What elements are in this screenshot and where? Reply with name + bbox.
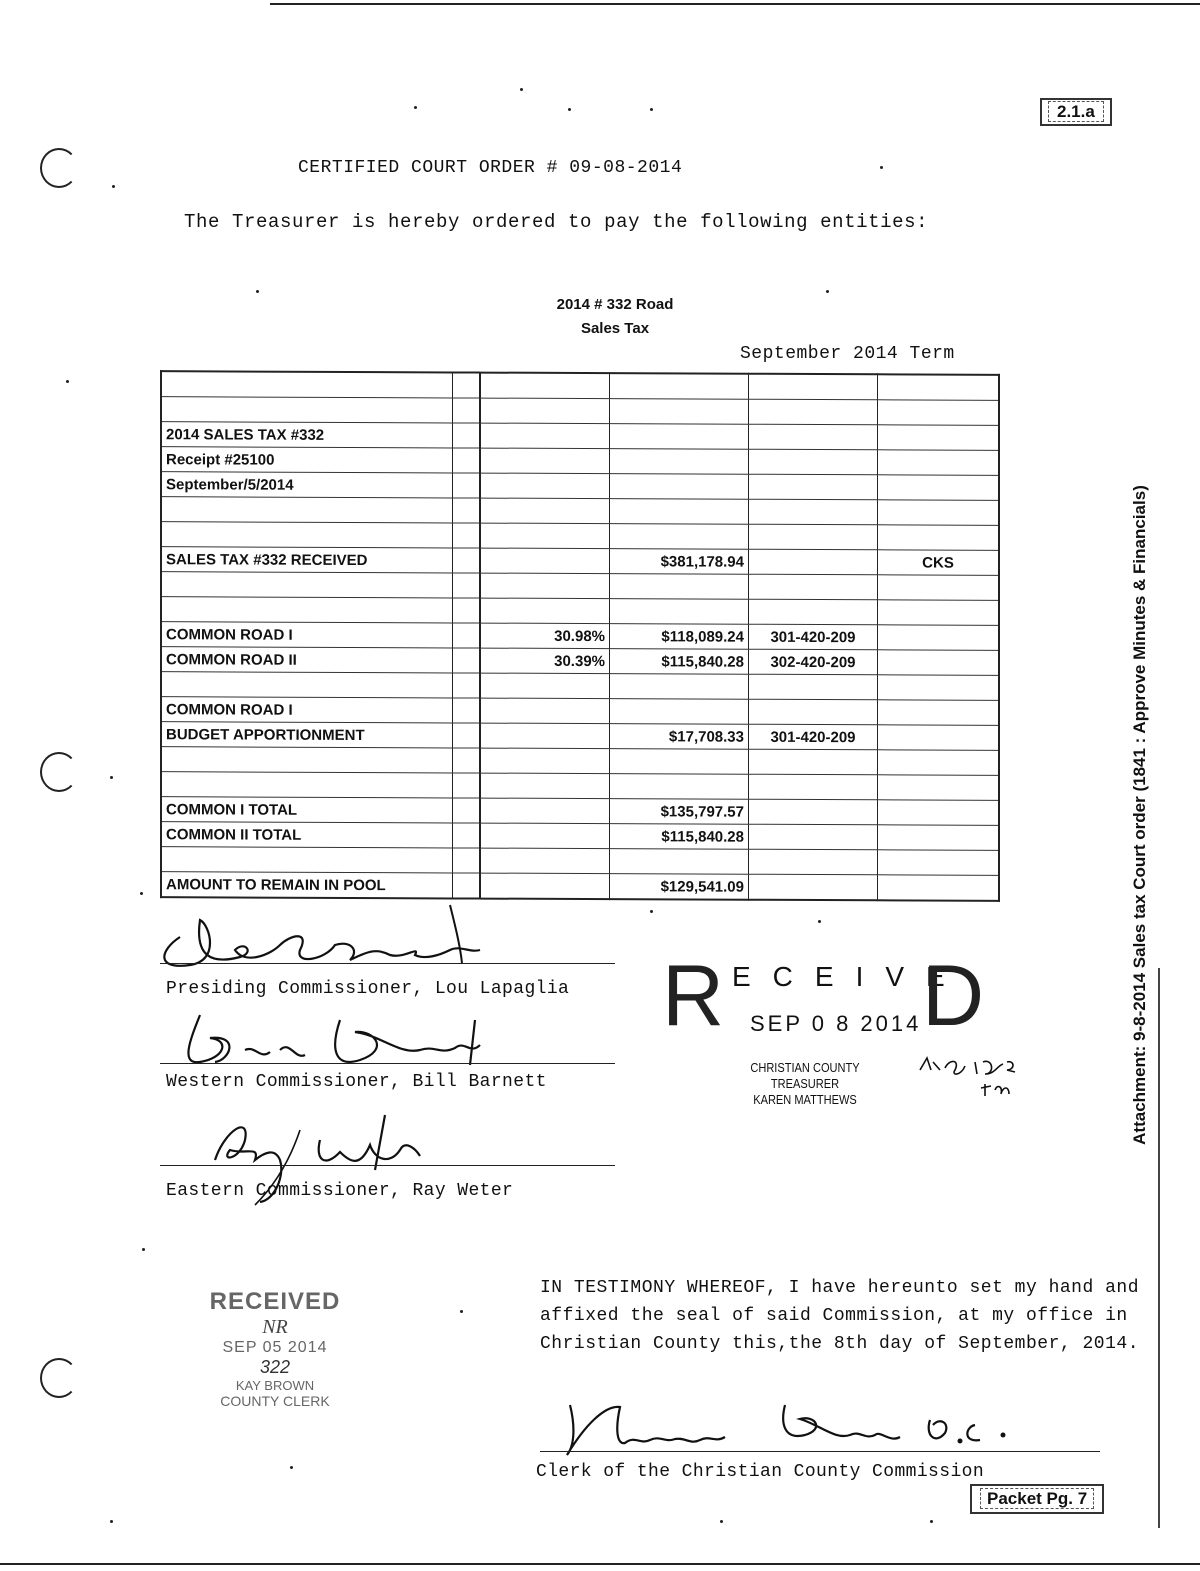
table-cell-note: [878, 800, 1000, 826]
table-cell-percent: [480, 423, 610, 449]
table-cell-note: [878, 725, 1000, 751]
table-cell-account: 301-420-209: [749, 624, 878, 650]
table-cell-percent: [480, 498, 610, 524]
table-cell-percent: [480, 823, 610, 849]
table-cell-entity: [161, 371, 453, 398]
table-cell-account: [749, 499, 878, 525]
table-cell-note: [878, 750, 1000, 776]
table-cell-entity: [161, 772, 453, 798]
table-cell-spacer: [453, 473, 481, 498]
table-cell-amount: [610, 749, 749, 775]
table-cell-amount: $115,840.28: [610, 649, 749, 675]
table-cell-amount: $17,708.33: [610, 724, 749, 750]
speck: [110, 1520, 113, 1523]
table-row: [161, 597, 999, 626]
table-cell-percent: [480, 848, 610, 874]
table-row: [161, 447, 999, 476]
eastern-commissioner: Eastern Commissioner, Ray Weter: [166, 1181, 514, 1201]
table-cell-entity: COMMON I TOTAL: [161, 797, 453, 823]
table-cell-entity: COMMON II TOTAL: [161, 822, 453, 848]
table-cell-account: [749, 824, 878, 850]
table-cell-spacer: [453, 698, 481, 723]
speck: [142, 1248, 145, 1251]
table-cell-account: 301-420-209: [749, 724, 878, 750]
table-cell-percent: [480, 523, 610, 549]
speck: [460, 1310, 463, 1313]
table-row: [161, 422, 999, 451]
table-cell-account: 302-420-209: [749, 649, 878, 675]
table-cell-note: [878, 650, 1000, 676]
western-commissioner: Western Commissioner, Bill Barnett: [166, 1072, 547, 1092]
table-cell-account: [749, 549, 878, 575]
binder-hole-icon: [40, 752, 78, 792]
intro-text: The Treasurer is hereby ordered to pay the following entities:: [184, 211, 929, 233]
speck: [256, 290, 259, 293]
table-cell-amount: $118,089.24: [610, 624, 749, 650]
received-stamp-last-letter: D: [922, 948, 985, 1044]
table-cell-account: [749, 849, 878, 875]
table-cell-account: [749, 674, 878, 700]
table-row: [161, 522, 999, 551]
table-cell-entity: [161, 497, 453, 523]
table-cell-account: [749, 524, 878, 550]
table-cell-amount: [610, 574, 749, 600]
table-row: [161, 722, 999, 751]
table-cell-entity: 2014 SALES TAX #332: [161, 422, 453, 448]
table-cell-note: [878, 575, 1000, 601]
table-cell-account: [749, 449, 878, 475]
table-cell-amount: $135,797.57: [610, 799, 749, 825]
table-cell-amount: [610, 699, 749, 725]
packet-page-badge: Packet Pg. 7: [970, 1484, 1104, 1514]
table-cell-spacer: [453, 448, 481, 473]
table-cell-spacer: [453, 723, 481, 748]
table-cell-account: [749, 599, 878, 625]
table-cell-entity: COMMON ROAD I: [161, 697, 453, 723]
table-cell-percent: [480, 698, 610, 724]
table-cell-note: [878, 600, 1000, 626]
clerk-stamp-name: KAY BROWN: [235, 1378, 315, 1393]
table-cell-spacer: [453, 648, 481, 673]
clerk-received-stamp: [190, 1288, 360, 1409]
clerk-stamp-word: RECEIVED: [209, 1288, 341, 1315]
table-cell-entity: [161, 747, 453, 773]
side-rule: [1158, 968, 1160, 1528]
table-cell-account: [749, 399, 878, 425]
received-stamp-first-letter: R: [662, 948, 725, 1044]
speck: [818, 920, 821, 923]
table-cell-note: [878, 875, 1000, 901]
table-row: [161, 747, 999, 776]
table-cell-percent: [480, 673, 610, 699]
table-cell-entity: [161, 572, 453, 598]
table-cell-amount: $129,541.09: [610, 874, 749, 900]
table-cell-percent: [480, 723, 610, 749]
table-cell-entity: BUDGET APPORTIONMENT: [161, 722, 453, 748]
speck: [650, 910, 653, 913]
speck: [110, 776, 113, 779]
table-cell-entity: [161, 847, 453, 873]
table-row: [161, 697, 999, 726]
table-cell-account: [749, 774, 878, 800]
table-cell-spacer: [453, 798, 481, 823]
table-cell-amount: [610, 373, 749, 399]
clerk-signature: [545, 1385, 1035, 1465]
table-cell-entity: Receipt #25100: [161, 447, 453, 473]
table-row: [161, 497, 999, 526]
table-cell-amount: [610, 474, 749, 500]
eastern-signature-line: [160, 1165, 615, 1166]
table-cell-amount: [610, 599, 749, 625]
table-cell-spacer: [453, 623, 481, 648]
presiding-signature-line: [160, 963, 615, 964]
table-cell-note: [878, 475, 1000, 501]
table-cell-percent: [480, 573, 610, 599]
table-cell-account: [749, 574, 878, 600]
table-cell-entity: [161, 672, 453, 698]
table-row: [161, 772, 999, 801]
speck: [66, 380, 69, 383]
table-cell-entity: COMMON ROAD II: [161, 647, 453, 673]
table-cell-percent: [480, 473, 610, 499]
table-row: [161, 572, 999, 601]
table-cell-note: [878, 825, 1000, 851]
speck: [720, 1520, 723, 1523]
received-stamp-org: CHRISTIAN COUNTY TREASURER KAREN MATTHEWS: [750, 1060, 860, 1107]
western-signature-line: [160, 1063, 615, 1064]
clerk-stamp-initials: NR: [262, 1316, 288, 1338]
clerk-signature-label: Clerk of the Christian County Commission: [536, 1462, 985, 1482]
table-cell-account: [749, 799, 878, 825]
table-row: [161, 797, 999, 826]
top-rule: [270, 3, 1200, 5]
table-cell-amount: [610, 849, 749, 875]
table-cell-spacer: [453, 372, 481, 398]
table-cell-account: [749, 374, 878, 400]
table-cell-amount: [610, 674, 749, 700]
table-row: [161, 472, 999, 501]
table-cell-percent: [480, 773, 610, 799]
table-row: [161, 822, 999, 851]
table-row: [161, 547, 999, 576]
table-cell-percent: [480, 373, 610, 399]
received-stamp-date: SEP 0 8 2014: [750, 1011, 922, 1036]
table-cell-amount: [610, 499, 749, 525]
table-cell-account: [749, 699, 878, 725]
table-cell-account: [749, 874, 878, 900]
table-row: [161, 847, 999, 876]
table-cell-note: [878, 450, 1000, 476]
table-cell-account: [749, 424, 878, 450]
table-cell-note: [878, 400, 1000, 426]
table-cell-amount: [610, 524, 749, 550]
table-cell-percent: [480, 548, 610, 574]
table-cell-percent: 30.39%: [480, 648, 610, 674]
bottom-rule: [0, 1563, 1200, 1565]
table-cell-amount: [610, 424, 749, 450]
table-cell-entity: September/5/2014: [161, 472, 453, 498]
table-cell-entity: COMMON ROAD I: [161, 622, 453, 648]
table-cell-note: [878, 675, 1000, 701]
table-cell-amount: [610, 449, 749, 475]
table-cell-spacer: [453, 573, 481, 598]
received-stamp-note: [915, 1040, 1045, 1100]
table-cell-note: [878, 700, 1000, 726]
table-cell-spacer: [453, 423, 481, 448]
table-row: [161, 647, 999, 676]
received-stamp-word: ECEIVE: [732, 961, 967, 992]
table-row: [161, 672, 999, 701]
table-cell-percent: [480, 798, 610, 824]
binder-hole-icon: [40, 1358, 78, 1398]
table-cell-note: [878, 374, 1000, 400]
table-cell-spacer: [453, 398, 481, 423]
table-cell-note: [878, 500, 1000, 526]
table-cell-percent: [480, 398, 610, 424]
document-title: CERTIFIED COURT ORDER # 09-08-2014: [298, 158, 683, 178]
table-cell-spacer: [453, 748, 481, 773]
attachment-side-text: Attachment: 9-8-2014 Sales tax Court order (1841 : Approve Minutes & Financials): [1130, 485, 1149, 1145]
table-cell-spacer: [453, 498, 481, 523]
ledger-table: [160, 370, 1000, 902]
speck: [880, 166, 883, 169]
table-cell-percent: [480, 448, 610, 474]
table-cell-note: [878, 625, 1000, 651]
table-cell-spacer: [453, 598, 481, 623]
table-cell-note: [878, 425, 1000, 451]
presiding-commissioner: Presiding Commissioner, Lou Lapaglia: [166, 979, 570, 999]
table-cell-percent: 30.98%: [480, 623, 610, 649]
speck: [520, 88, 523, 91]
table-cell-note: [878, 775, 1000, 801]
table-cell-amount: $115,840.28: [610, 824, 749, 850]
speck: [568, 108, 571, 111]
subhead-line1: 2014 # 332 Road: [556, 296, 674, 313]
testimony-paragraph: IN TESTIMONY WHEREOF, I have hereunto set my hand and affixed the seal of said Commission, at my office in Christian County this,the 8th day of September, 2014.: [540, 1278, 1139, 1354]
table-cell-percent: [480, 598, 610, 624]
table-cell-account: [749, 474, 878, 500]
table-cell-entity: SALES TAX #332 RECEIVED: [161, 547, 453, 573]
table-cell-spacer: [453, 548, 481, 573]
clerk-signature-line: [540, 1451, 1100, 1452]
table-cell-amount: $381,178.94: [610, 549, 749, 575]
table-cell-entity: AMOUNT TO REMAIN IN POOL: [161, 872, 453, 899]
table-cell-spacer: [453, 523, 481, 548]
binder-hole-icon: [40, 148, 78, 188]
clerk-stamp-date: SEP 05 2014: [222, 1339, 328, 1356]
table-cell-note: [878, 850, 1000, 876]
page-badge: 2.1.a: [1040, 98, 1112, 126]
speck: [140, 892, 143, 895]
table-cell-spacer: [453, 823, 481, 848]
table-cell-amount: [610, 399, 749, 425]
subhead-line2: Sales Tax: [580, 320, 650, 337]
table-cell-note: CKS: [878, 550, 1000, 576]
table-cell-spacer: [453, 773, 481, 798]
speck: [650, 108, 653, 111]
table-cell-entity: [161, 522, 453, 548]
table-row: [161, 397, 999, 426]
table-cell-entity: [161, 597, 453, 623]
table-row: [161, 622, 999, 651]
speck: [290, 1466, 293, 1469]
term-label: September 2014 Term: [740, 344, 955, 364]
speck: [930, 1520, 933, 1523]
table-cell-account: [749, 749, 878, 775]
speck: [112, 185, 115, 188]
table-cell-spacer: [453, 673, 481, 698]
clerk-stamp-role: COUNTY CLERK: [220, 1393, 330, 1409]
table-cell-note: [878, 525, 1000, 551]
table-cell-spacer: [453, 848, 481, 873]
table-cell-percent: [480, 748, 610, 774]
speck: [414, 106, 417, 109]
table-cell-amount: [610, 774, 749, 800]
lapaglia-signature: [150, 895, 550, 985]
speck: [826, 290, 829, 293]
table-row: [161, 371, 999, 400]
table-cell-entity: [161, 397, 453, 423]
clerk-stamp-number: 322: [259, 1357, 291, 1377]
